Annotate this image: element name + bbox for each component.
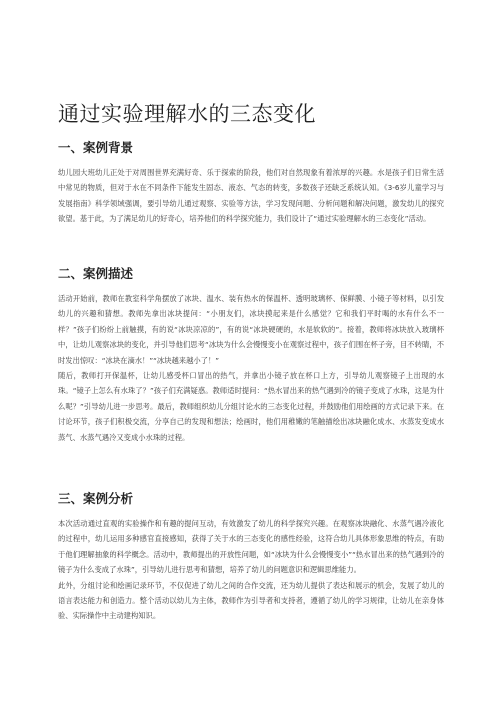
- section-background: [58, 140, 444, 227]
- section-paragraph: 随后，教师打开保温杯，让幼儿感受杯口冒出的热气，并拿出小镜子放在杯口上方，引导幼儿观察镜子上出现的水珠。“镜子上怎么有水珠了？”孩子们充满疑惑。教师适时提问：“热水冒出来的热气遇到冷的镜子变成了水珠，这是为什么呢？”引导幼儿进一步思考。最后，教师组织幼儿分组讨论水的三态变化过程，并鼓励他们用绘画的方式记录下来。在讨论环节，孩子们积极交流，分享自己的发现和想法；绘画时，他们用稚嫩的笔触描绘出冰块融化成水、水蒸发变成水蒸气、水蒸气遇冷又变成小水珠的过程。: [58, 371, 444, 442]
- section-paragraph: 本次活动通过直观的实验操作和有趣的提问互动，有效激发了幼儿的科学探究兴趣。在观察冰块融化、水蒸气遇冷液化的过程中，幼儿运用多种感官直接感知，获得了关于水的三态变化的感性经验，这符合幼儿具体形象思维的特点，有助于他们理解抽象的科学概念。活动中，教师提出的开放性问题，如“冰块为什么会慢慢变小”“热水冒出来的热气遇到冷的镜子为什么变成了水珠”，引导幼儿进行思考和猜想，培养了幼儿的问题意识和逻辑思维能力。: [58, 519, 444, 575]
- section-paragraph: 幼儿园大班幼儿正处于对周围世界充满好奇、乐于探索的阶段，他们对自然现象有着浓厚的兴趣。水是孩子们日常生活中常见的物质，但对于水在不同条件下能发生固态、液态、气态的转变，多数孩子还缺乏系统认知。《3-6岁儿童学习与发展指南》科学领域强调，要引导幼儿通过观察、实验等方法，学习发现问题、分析问题和解决问题，激发幼儿的探究欲望。基于此，为了满足幼儿的好奇心，培养他们的科学探究能力，我们设计了“通过实验理解水的三态变化”活动。: [58, 168, 444, 224]
- section-paragraph: 活动开始前，教师在教室科学角摆放了冰块、温水、装有热水的保温杯、透明玻璃杯、保鲜膜、小镜子等材料，以引发幼儿的兴趣和猜想。教师先拿出冰块提问：“小朋友们，冰块摸起来是什么感觉？它和我们平时喝的水有什么不一样？”孩子们纷纷上前触摸，有的说“冰块凉凉的”，有的说“冰块硬硬的，水是软软的”。接着，教师将冰块放入玻璃杯中，让幼儿观察冰块的变化，并引导他们思考“冰块为什么会慢慢变小在观察过程中，孩子们围在杯子旁，目不转睛，不时发出惊叹：“冰块在滴水！”“冰块越来越小了！”: [58, 294, 444, 365]
- document-title: 通过实验理解水的三态变化: [58, 102, 316, 127]
- section-paragraph: 此外，分组讨论和绘画记录环节，不仅促进了幼儿之间的合作交流，还为幼儿提供了表达和展示的机会，发展了幼儿的语言表达能力和创造力。整个活动以幼儿为主体，教师作为引导者和支持者，遵循了幼儿的学习规律，让幼儿在亲身体验、实际操作中主动建构知识。: [58, 580, 444, 621]
- section-heading: 三、案例分析: [58, 491, 134, 506]
- section-heading: 二、案例描述: [58, 266, 134, 281]
- section-heading: 一、案例背景: [58, 140, 134, 155]
- section-description: [58, 266, 444, 445]
- section-analysis: [58, 491, 444, 624]
